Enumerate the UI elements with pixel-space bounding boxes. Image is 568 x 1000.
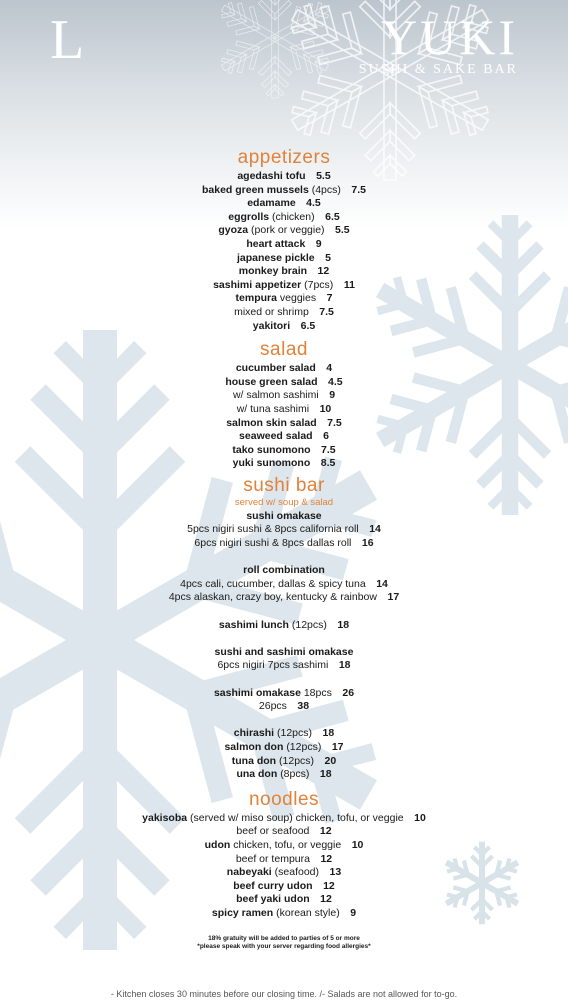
item-price: 10 (351, 838, 364, 851)
item-price: 18 (337, 618, 350, 631)
menu-item (0, 170, 568, 184)
item-price: 8.5 (320, 457, 336, 470)
menu-notes (0, 935, 568, 951)
item-name: yuki sunomono (232, 457, 311, 470)
allergy-note: *please speak with your server regarding food allergies* (197, 942, 371, 950)
item-name: tempura (235, 292, 277, 305)
item-detail: 4pcs alaskan, crazy boy, kentucky & rainbow (168, 591, 377, 604)
menu-item (0, 659, 568, 673)
menu-item (0, 880, 568, 894)
item-name: eggrolls (228, 210, 270, 223)
brand-subtitle: SUSHI & SAKE BAR (358, 62, 518, 77)
menu-item (0, 907, 568, 921)
spacer (0, 605, 568, 619)
item-detail: 6pcs nigiri 7pcs sashimi (217, 659, 329, 672)
item-price: 7.5 (351, 183, 367, 196)
item-name: monkey brain (238, 265, 308, 278)
menu-item (0, 687, 568, 701)
item-price: 5.5 (335, 224, 350, 237)
item-name: tako sunomono (232, 443, 311, 456)
menu-item (0, 564, 568, 578)
item-name: roll combination (243, 564, 325, 577)
item-detail: (4pcs) (311, 183, 341, 196)
item-price: 6.5 (325, 210, 340, 223)
brand-logo (358, 9, 518, 78)
menu-item (0, 825, 568, 839)
menu-item (0, 853, 568, 867)
item-name: chirashi (233, 727, 275, 740)
item-name: salmon don (224, 740, 284, 753)
item-price: 9 (315, 237, 322, 250)
menu-item (0, 224, 568, 238)
item-price: 12 (320, 852, 333, 865)
item-price: 26 (342, 686, 355, 699)
menu-item (0, 866, 568, 880)
item-detail: (seafood) (274, 866, 320, 879)
menu-item (0, 893, 568, 907)
item-price: 17 (387, 591, 400, 604)
item-detail: (pork or veggie) (251, 224, 325, 237)
noodles-section (0, 788, 568, 921)
item-price: 7.5 (319, 305, 334, 318)
item-name: sashimi appetizer (213, 278, 302, 291)
menu-item (0, 306, 568, 320)
section-title: noodles (248, 788, 320, 810)
menu-item (0, 376, 568, 390)
item-list (0, 170, 568, 333)
item-detail: 5pcs nigiri sushi & 8pcs california roll (187, 523, 359, 536)
item-detail: chicken, tofu, or veggie (233, 838, 342, 851)
menu-item (0, 197, 568, 211)
item-list (0, 510, 568, 782)
menu-item (0, 184, 568, 198)
item-price: 9 (329, 389, 336, 402)
item-name: agedashi tofu (237, 170, 306, 182)
menu-item (0, 727, 568, 741)
menu-item (0, 389, 568, 403)
sushi-bar-section (0, 474, 568, 782)
menu-item (0, 417, 568, 431)
menu-item (0, 444, 568, 458)
menu-item (0, 812, 568, 826)
item-price: 14 (376, 577, 388, 590)
item-name: cucumber salad (235, 362, 316, 375)
menu-item (0, 211, 568, 225)
item-detail: (korean style) (276, 906, 340, 919)
item-name: sashimi lunch (218, 618, 289, 631)
menu-item (0, 457, 568, 471)
item-name: japanese pickle (237, 251, 315, 264)
item-price: 12 (323, 879, 335, 892)
item-price: 18 (319, 768, 332, 781)
item-price: 16 (361, 537, 374, 550)
item-detail: mixed or shrimp (234, 305, 309, 318)
item-name: sashimi omakase (213, 686, 301, 699)
item-detail: 4pcs cali, cucumber, dallas & spicy tuna (180, 577, 366, 590)
item-name: tuna don (231, 754, 277, 767)
item-name: beef yaki udon (236, 893, 310, 906)
section-title: sushi bar (243, 474, 325, 496)
item-name: house green salad (225, 375, 318, 388)
item-detail: beef or tempura (235, 852, 310, 865)
item-name: baked green mussels (201, 183, 309, 196)
spacer (0, 551, 568, 565)
item-detail: 6pcs nigiri sushi & 8pcs dallas roll (194, 537, 352, 550)
menu-item (0, 578, 568, 592)
item-price: 12 (317, 265, 330, 278)
menu-item (0, 362, 568, 376)
menu-item (0, 591, 568, 605)
section-title: appetizers (237, 147, 331, 168)
item-detail: 18pcs (303, 686, 332, 699)
item-price: 6.5 (300, 319, 316, 332)
item-price: 11 (343, 278, 355, 291)
item-price: 4 (326, 362, 333, 375)
item-price: 20 (324, 754, 337, 767)
item-price: 6 (323, 430, 329, 443)
item-name: sushi and sashimi omakase (214, 645, 354, 658)
spacer (0, 673, 568, 687)
item-detail: (12pcs) (279, 754, 315, 767)
item-price: 12 (319, 825, 332, 838)
item-name: yakisoba (142, 811, 188, 824)
item-name: beef curry udon (233, 879, 313, 892)
item-price: 4.5 (328, 375, 343, 388)
item-price: 5 (325, 251, 331, 264)
item-detail: w/ salmon sashimi (232, 389, 319, 402)
menu-item (0, 700, 568, 714)
item-price: 4.5 (306, 197, 321, 210)
item-price: 17 (331, 740, 344, 753)
item-price: 18 (322, 727, 335, 740)
item-name: sushi omakase (246, 509, 322, 522)
menu-item (0, 252, 568, 266)
item-name: edamame (247, 197, 296, 210)
item-price: 12 (320, 893, 332, 906)
gratuity-note: 18% gratuity will be added to parties of 5 or more (208, 934, 360, 942)
item-price: 38 (297, 700, 310, 713)
brand-name: YUKI (381, 9, 518, 65)
item-name: yakitori (252, 319, 291, 332)
item-list (0, 362, 568, 471)
menu-item (0, 510, 568, 524)
menu-item (0, 279, 568, 293)
item-name: salmon skin salad (226, 416, 317, 429)
item-detail: (12pcs) (286, 740, 322, 753)
item-detail: veggies (279, 292, 317, 305)
header-letter: L (50, 9, 86, 71)
spacer (0, 714, 568, 728)
section-subtitle: served w/ soup & salad (234, 496, 334, 508)
spacer (0, 632, 568, 646)
menu-item (0, 238, 568, 252)
menu-item (0, 537, 568, 551)
menu-item (0, 523, 568, 537)
item-detail: w/ tuna sashimi (236, 402, 310, 415)
item-price: 13 (329, 866, 342, 879)
menu-item (0, 768, 568, 782)
section-title: salad (260, 339, 308, 361)
footer-note: - Kitchen closes 30 minutes before our closing time. /- Salads are not allowed for to-go. (110, 989, 458, 999)
menu-item (0, 839, 568, 853)
item-list (0, 812, 568, 921)
item-detail: (chicken) (272, 210, 315, 223)
salad-section (0, 338, 568, 471)
item-name: udon (204, 838, 231, 851)
menu-item (0, 430, 568, 444)
menu-item (0, 741, 568, 755)
item-price: 10 (414, 811, 426, 824)
menu-item (0, 265, 568, 279)
menu-item (0, 755, 568, 769)
item-name: seaweed salad (239, 430, 313, 443)
menu-body (0, 140, 568, 951)
item-price: 10 (319, 402, 332, 415)
item-detail: (12pcs) (291, 618, 327, 631)
item-name: nabeyaki (226, 866, 272, 879)
item-price: 7.5 (327, 416, 342, 429)
item-price: 18 (338, 659, 351, 672)
item-price: 7 (326, 292, 333, 305)
menu-item (0, 403, 568, 417)
menu-item (0, 292, 568, 306)
item-name: spicy ramen (211, 906, 274, 919)
item-price: 9 (350, 906, 357, 919)
menu-item (0, 646, 568, 660)
item-price: 5.5 (316, 170, 331, 182)
menu-item (0, 619, 568, 633)
item-detail: (8pcs) (280, 768, 310, 781)
item-detail: (served w/ miso soup) chicken, tofu, or veggie (190, 811, 404, 824)
item-detail: beef or seafood (236, 825, 310, 838)
item-price: 7.5 (321, 443, 336, 456)
item-price: 14 (369, 523, 381, 536)
item-name: heart attack (246, 237, 306, 250)
item-detail: 26pcs (258, 700, 287, 713)
item-name: una don (236, 768, 278, 781)
item-detail: (7pcs) (304, 278, 334, 291)
menu-item (0, 320, 568, 334)
appetizers-section (0, 146, 568, 333)
item-name: gyoza (218, 224, 249, 237)
item-detail: (12pcs) (277, 727, 313, 740)
